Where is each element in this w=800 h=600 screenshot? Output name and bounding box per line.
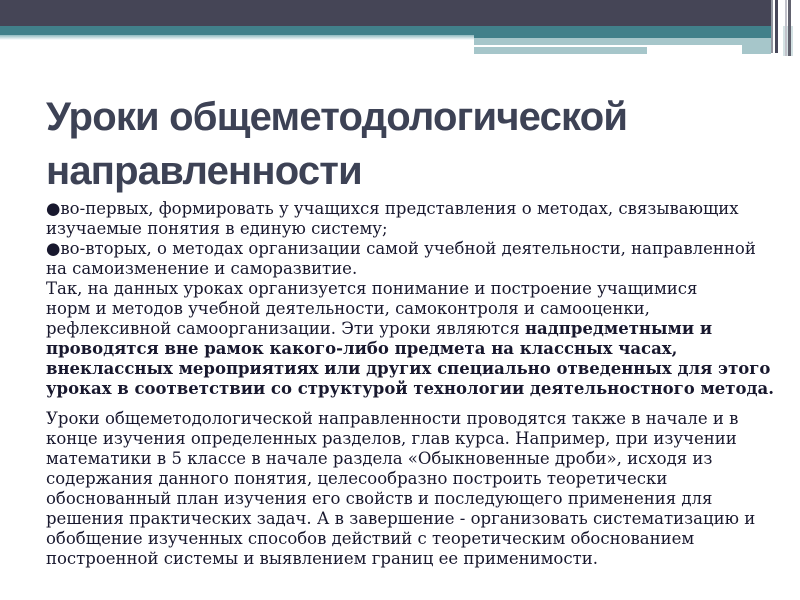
body-line — [46, 279, 746, 299]
corner-vertical-stripe-3 — [785, 0, 787, 56]
body-line — [46, 429, 746, 449]
header-lightteal-band-3 — [742, 43, 771, 54]
body-line — [46, 529, 746, 549]
body-line — [46, 409, 746, 429]
header-teal-bar-right — [474, 26, 771, 38]
body-line — [46, 299, 746, 319]
body-text-segment: обобщение изученных способов действий с теоретическим обоснованием — [46, 529, 695, 548]
header-lightteal-band-1 — [474, 38, 771, 45]
body-text-segment: математики в 5 классе в начале раздела «Обыкновенные дроби», исходя из — [46, 449, 713, 468]
body-line — [46, 239, 756, 259]
header-dark-bar — [0, 0, 771, 26]
body-blank-line — [46, 399, 746, 409]
body-text-segment: решения практических задач. А в завершение - организовать систематизацию и — [46, 509, 756, 528]
body-line — [46, 449, 746, 469]
body-line — [46, 509, 756, 529]
body-text-segment-bold: внеклассных мероприятиях или других специально отведенных для этого — [46, 359, 771, 378]
header-lightteal-band-2 — [474, 47, 647, 54]
body-text-segment-bold: проводятся вне рамок какого-либо предмета на классных часах, — [46, 339, 678, 358]
body-text-segment: содержания данного понятия, целесообразно построить теоретически — [46, 469, 668, 488]
body-line — [46, 259, 746, 279]
body-text-segment: построенной системы и выявлением границ ее применимости. — [46, 549, 598, 568]
slide-title-line1: Уроки общеметодологической — [46, 95, 628, 139]
body-text-segment: обоснованный план изучения его свойств и последующего применения для — [46, 489, 713, 508]
corner-vertical-stripe-2 — [775, 0, 778, 53]
body-line — [46, 319, 746, 339]
body-line — [46, 199, 746, 219]
body-text-segment-bold: надпредметными и — [524, 319, 713, 338]
header-teal-bar-left — [0, 26, 474, 35]
body-text-segment: Так, на данных уроках организуется понимание и построение учащимися — [46, 279, 698, 298]
body-text-segment: на самоизменение и саморазвитие. — [46, 259, 358, 278]
slide-title-line2: направленности — [46, 149, 362, 193]
body-text-segment: ●во-вторых, о методах организации самой учебной деятельности, направленной — [46, 239, 756, 258]
body-line — [46, 469, 746, 489]
body-text-segment: Уроки общеметодологической направленности проводятся также в начале и в — [46, 409, 739, 428]
body-text-segment-bold: уроках в соответствии со структурой технологии деятельностного метода. — [46, 379, 774, 398]
body-text-segment: рефлексивной самоорганизации. Эти уроки являются — [46, 319, 525, 338]
body-text-segment: конце изучения определенных разделов, глав курса. Например, при изучении — [46, 429, 737, 448]
body-line — [46, 219, 746, 239]
body-text — [46, 199, 774, 569]
corner-vertical-stripe-4 — [788, 0, 791, 56]
body-line — [46, 489, 746, 509]
body-text-segment: норм и методов учебной деятельности, самоконтроля и самооценки, — [46, 299, 650, 318]
header-teal-bar-left-fade — [0, 35, 474, 40]
body-line — [46, 359, 771, 379]
body-text-segment: изучаемые понятия в единую систему; — [46, 219, 388, 238]
body-line — [46, 339, 746, 359]
corner-vertical-stripe-1 — [771, 0, 773, 53]
slide-title — [46, 90, 756, 198]
body-line — [46, 549, 746, 569]
body-text-segment: ●во-первых, формировать у учащихся представления о методах, связывающих — [46, 199, 739, 218]
body-line — [46, 379, 774, 399]
